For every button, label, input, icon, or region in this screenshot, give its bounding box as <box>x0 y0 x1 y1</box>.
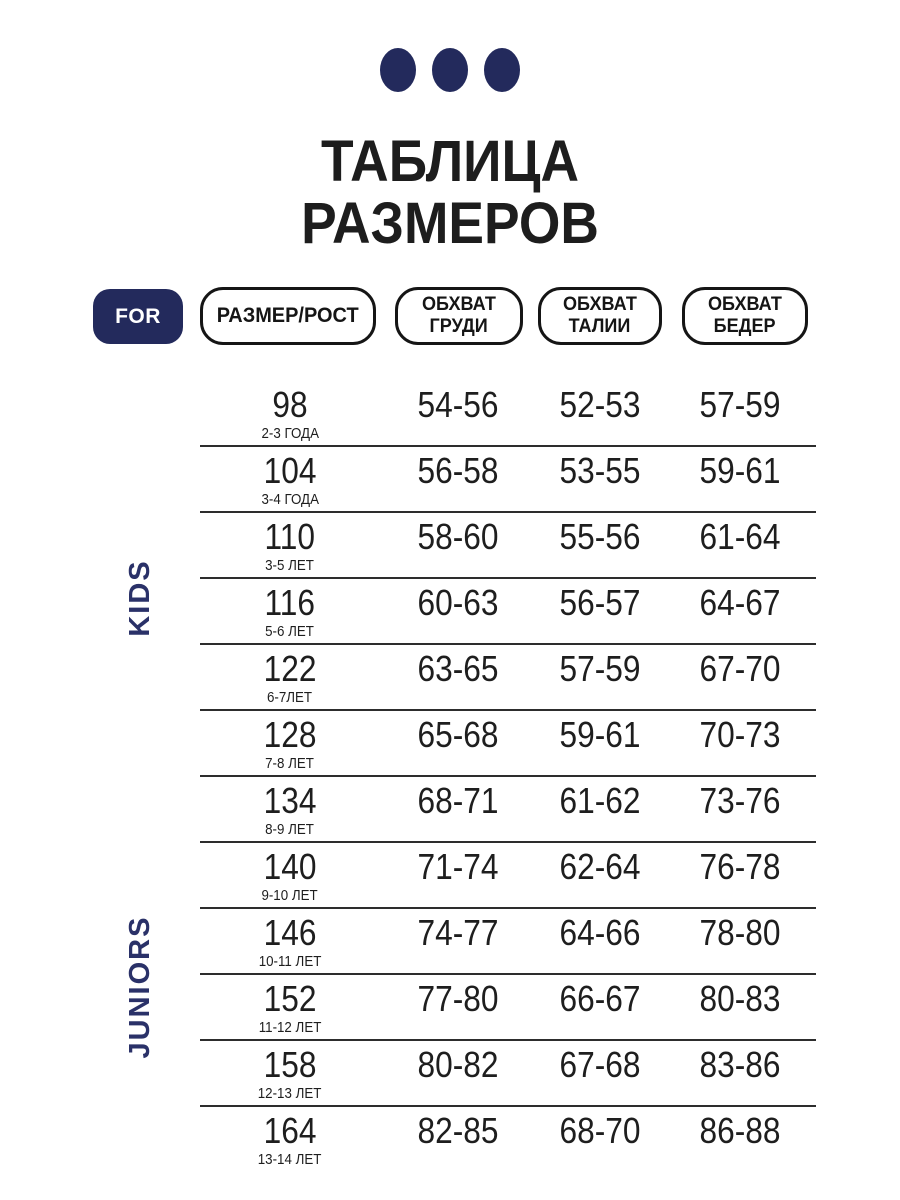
size-value: 104 <box>263 450 317 491</box>
table-row <box>200 513 816 579</box>
table-row <box>200 579 816 645</box>
age-label: 12-13 ЛЕТ <box>258 1086 322 1102</box>
size-cell <box>200 513 380 577</box>
hips-cell <box>664 843 816 907</box>
size-cell <box>200 381 380 445</box>
age-label: 3-4 ГОДА <box>261 492 319 508</box>
size-cell <box>200 1107 380 1173</box>
size-cell <box>200 909 380 973</box>
chest-value: 58-60 <box>417 516 499 557</box>
hips-cell <box>664 975 816 1039</box>
column-header-waist-line1: ОБХВАТ <box>563 294 637 315</box>
table-row <box>200 975 816 1041</box>
chest-value: 68-71 <box>417 780 499 821</box>
hips-cell <box>664 1041 816 1105</box>
size-value: 122 <box>263 648 317 689</box>
waist-value: 68-70 <box>559 1110 641 1151</box>
age-label: 13-14 ЛЕТ <box>258 1152 322 1168</box>
age-label: 3-5 ЛЕТ <box>265 558 315 574</box>
hips-cell <box>664 645 816 709</box>
hips-value: 61-64 <box>699 516 781 557</box>
hips-value: 80-83 <box>699 978 781 1019</box>
waist-cell <box>536 645 664 709</box>
column-header-chest <box>395 287 523 345</box>
hips-value: 83-86 <box>699 1044 781 1085</box>
chest-cell <box>380 1041 536 1105</box>
chest-cell <box>380 711 536 775</box>
chest-cell <box>380 843 536 907</box>
table-row <box>200 1041 816 1107</box>
group-label-kids: KIDS <box>124 559 156 637</box>
waist-value: 61-62 <box>559 780 641 821</box>
size-value: 158 <box>263 1044 317 1085</box>
age-label: 11-12 ЛЕТ <box>258 1020 322 1036</box>
size-value: 134 <box>263 780 317 821</box>
dot-icon <box>432 48 468 92</box>
hips-value: 59-61 <box>699 450 781 491</box>
waist-value: 59-61 <box>559 714 641 755</box>
column-header-size <box>200 287 376 345</box>
age-label: 8-9 ЛЕТ <box>265 822 315 838</box>
table-row <box>200 777 816 843</box>
table-row <box>200 447 816 513</box>
waist-cell <box>536 447 664 511</box>
waist-value: 57-59 <box>559 648 641 689</box>
page-title <box>36 131 864 255</box>
hips-cell <box>664 579 816 643</box>
hips-cell <box>664 513 816 577</box>
age-label: 5-6 ЛЕТ <box>265 624 315 640</box>
hips-cell <box>664 909 816 973</box>
age-label: 2-3 ГОДА <box>261 426 319 442</box>
size-value: 98 <box>272 384 308 425</box>
column-header-chest-line1: ОБХВАТ <box>422 294 496 315</box>
chest-value: 65-68 <box>417 714 499 755</box>
waist-value: 64-66 <box>559 912 641 953</box>
hips-value: 78-80 <box>699 912 781 953</box>
hips-cell <box>664 381 816 445</box>
size-value: 140 <box>263 846 317 887</box>
waist-cell <box>536 1041 664 1105</box>
waist-value: 52-53 <box>559 384 641 425</box>
waist-cell <box>536 843 664 907</box>
hips-cell <box>664 777 816 841</box>
waist-value: 66-67 <box>559 978 641 1019</box>
waist-value: 67-68 <box>559 1044 641 1085</box>
table-row <box>200 843 816 909</box>
waist-value: 62-64 <box>559 846 641 887</box>
dot-icon <box>484 48 520 92</box>
age-label: 9-10 ЛЕТ <box>261 888 319 904</box>
hips-cell <box>664 1107 816 1173</box>
hips-value: 70-73 <box>699 714 781 755</box>
chest-cell <box>380 1107 536 1173</box>
waist-cell <box>536 711 664 775</box>
waist-cell <box>536 513 664 577</box>
chest-value: 82-85 <box>417 1110 499 1151</box>
waist-cell <box>536 381 664 445</box>
column-header-hips-line2: БЕДЕР <box>714 316 776 337</box>
waist-cell <box>536 975 664 1039</box>
waist-value: 55-56 <box>559 516 641 557</box>
chest-cell <box>380 513 536 577</box>
column-header-waist <box>538 287 662 345</box>
column-header-hips <box>682 287 808 345</box>
chest-cell <box>380 579 536 643</box>
size-value: 128 <box>263 714 317 755</box>
for-badge: FOR <box>93 289 183 344</box>
chest-cell <box>380 975 536 1039</box>
hips-value: 64-67 <box>699 582 781 623</box>
size-cell <box>200 645 380 709</box>
chest-cell <box>380 777 536 841</box>
hips-value: 73-76 <box>699 780 781 821</box>
chest-value: 77-80 <box>417 978 499 1019</box>
hips-cell <box>664 447 816 511</box>
hips-value: 86-88 <box>699 1110 781 1151</box>
page-title-line1: ТАБЛИЦА <box>320 129 580 194</box>
column-header-size-label: РАЗМЕР/РОСТ <box>217 304 359 327</box>
page-title-line2: РАЗМЕРОВ <box>301 191 599 256</box>
hips-value: 67-70 <box>699 648 781 689</box>
size-cell <box>200 711 380 775</box>
size-cell <box>200 975 380 1039</box>
size-cell <box>200 1041 380 1105</box>
table-row <box>200 645 816 711</box>
group-label-juniors: JUNIORS <box>124 915 156 1059</box>
chest-cell <box>380 909 536 973</box>
size-cell <box>200 777 380 841</box>
column-header-hips-line1: ОБХВАТ <box>708 294 782 315</box>
table-row <box>200 711 816 777</box>
table-row <box>200 909 816 975</box>
size-cell <box>200 843 380 907</box>
table-row <box>200 381 816 447</box>
hips-value: 76-78 <box>699 846 781 887</box>
waist-value: 56-57 <box>559 582 641 623</box>
age-label: 10-11 ЛЕТ <box>258 954 322 970</box>
dot-icon <box>380 48 416 92</box>
column-header-chest-line2: ГРУДИ <box>429 316 489 337</box>
age-label: 7-8 ЛЕТ <box>265 756 315 772</box>
chest-value: 56-58 <box>417 450 499 491</box>
chest-value: 60-63 <box>417 582 499 623</box>
size-cell <box>200 447 380 511</box>
brand-dots-icon <box>0 48 900 92</box>
hips-value: 57-59 <box>699 384 781 425</box>
chest-value: 54-56 <box>417 384 499 425</box>
size-cell <box>200 579 380 643</box>
table-row <box>200 1107 816 1173</box>
size-value: 146 <box>263 912 317 953</box>
waist-value: 53-55 <box>559 450 641 491</box>
size-value: 110 <box>264 516 316 557</box>
chest-value: 80-82 <box>417 1044 499 1085</box>
column-header-waist-line2: ТАЛИИ <box>569 316 631 337</box>
chest-value: 74-77 <box>417 912 499 953</box>
waist-cell <box>536 579 664 643</box>
size-value: 152 <box>263 978 317 1019</box>
chest-value: 63-65 <box>417 648 499 689</box>
chest-cell <box>380 447 536 511</box>
waist-cell <box>536 777 664 841</box>
waist-cell <box>536 1107 664 1173</box>
chest-value: 71-74 <box>417 846 499 887</box>
size-table <box>200 381 816 1173</box>
age-label: 6-7ЛЕТ <box>267 690 313 706</box>
chest-cell <box>380 381 536 445</box>
chest-cell <box>380 645 536 709</box>
waist-cell <box>536 909 664 973</box>
size-value: 164 <box>263 1110 317 1151</box>
hips-cell <box>664 711 816 775</box>
size-value: 116 <box>264 582 316 623</box>
